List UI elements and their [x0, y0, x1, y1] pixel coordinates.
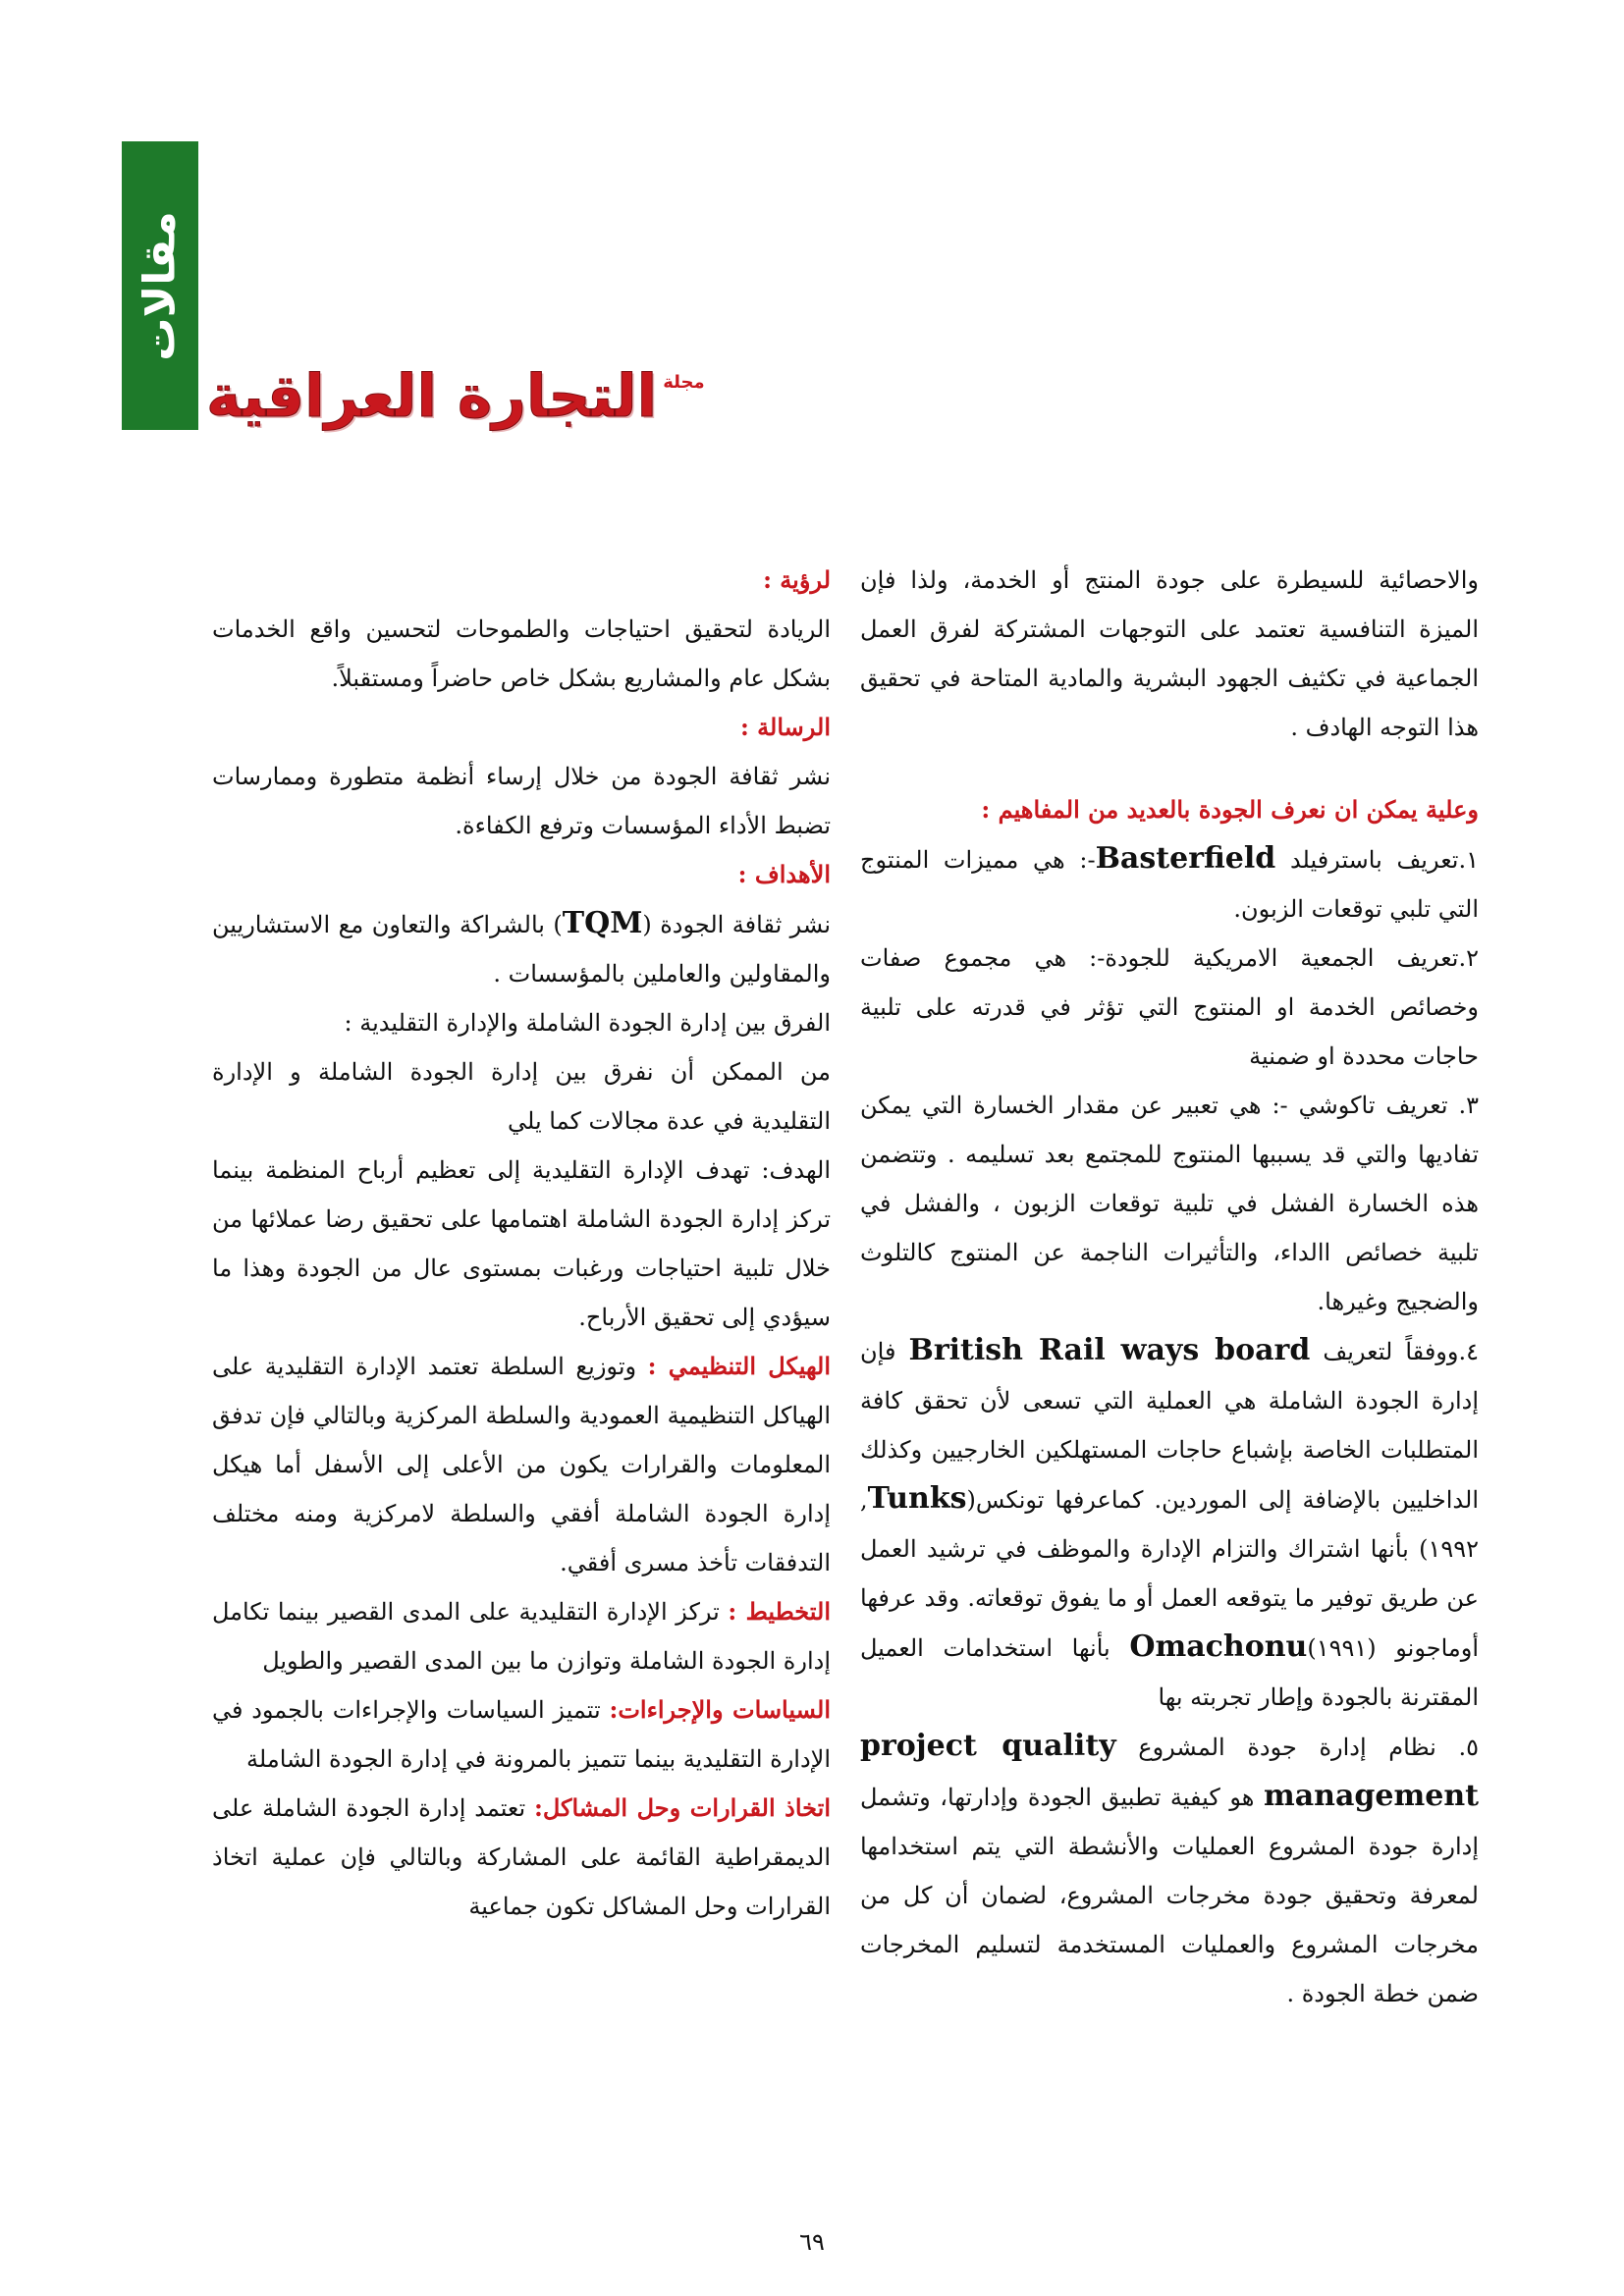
definition-3: ٣. تعريف تاكوشي -: هي تعبير عن مقدار الخسارة التي يمكن تفاديها والتي قد يسببها المنتوج للمجتمع بعد تسليمه . وتتضمن هذه الخسارة الفشل في تلبية توقعات الزبون ، والفشل في تلبية خصائص االداء، والتأثيرات الناجمة عن المنتوج كالتلوث والضجيج وغيرها.: [860, 1092, 1479, 1315]
definition-4-pre: ٤.ووفقاً لتعريف: [1310, 1338, 1479, 1365]
concepts-heading: وعلية يمكن ان نعرف الجودة بالعديد من المفاهيم :: [981, 795, 1479, 824]
decisions-text: تعتمد إدارة الجودة الشاملة على الديمقراطية القائمة على المشاركة وبالتالي فإن عملية اتخاذ القرارات وحل المشاكل تكون جماعية: [212, 1794, 831, 1920]
definition-5: [860, 1722, 1479, 2018]
definition-4-post: فإن إدارة الجودة الشاملة هي العملية التي تسعى لأن تحقق كافة المتطلبات الخاصة بإشباع حاجات المستهلكين الخارجيين وكذلك الداخليين بالإضافة إلى الموردين.: [860, 1338, 1479, 1514]
left-column: [212, 556, 831, 1931]
tunks-latin: Tunks: [867, 1481, 967, 1516]
planning-paragraph: [212, 1587, 831, 1685]
goal-text: تهدف الإدارة التقليدية إلى تعظيم أرباح المنظمة بينما تركز إدارة الجودة الشاملة اهتمامها على تحقيق رضا عملائها من خلال تلبية احتياجات ورغبات بمستوى عال من الجودة وهذا ما سيؤدي إلى تحقيق الأرباح.: [212, 1156, 831, 1331]
mission-text: نشر ثقافة الجودة من خلال إرساء أنظمة متطورة وممارسات تضبط الأداء المؤسسات وترفع الكفاءة.: [212, 763, 831, 839]
policies-term: السياسات والإجراءات:: [609, 1695, 832, 1724]
tunks-pre: كماعرفها تونكس(: [966, 1486, 1144, 1514]
goals-latin: TQM: [562, 906, 643, 940]
definition-5-latin: project quality management: [860, 1729, 1479, 1813]
goals-pre: نشر ثقافة الجودة (: [642, 911, 831, 938]
definition-4-latin: British Rail ways board: [908, 1333, 1311, 1367]
structure-paragraph: [212, 1342, 831, 1587]
omachonu-post: بأنها استخدامات العميل المقترنة بالجودة وإطار تجربته بها: [860, 1634, 1479, 1711]
policies-paragraph: [212, 1685, 831, 1784]
vision-text: الريادة لتحقيق احتياجات والطموحات لتحسين واقع الخدمات بشكل عام والمشاريع بشكل خاص حاضراً ومستقبلاً.: [212, 615, 831, 692]
definition-5-post: هو كيفية تطبيق الجودة وإدارتها، وتشمل إدارة جودة المشروع العمليات والأنشطة التي يتم استخدامها لمعرفة وتحقيق جودة مخرجات المشروع، لضمان أن كل من مخرجات المشروع والعمليات المستخدمة لتسليم المخرجات ضمن خطة الجودة .: [860, 1784, 1479, 2007]
definition-4: [860, 1326, 1479, 1722]
goal-term: الهدف:: [761, 1156, 831, 1184]
difference-title: الفرق بين إدارة الجودة الشاملة والإدارة التقليدية :: [344, 1009, 831, 1037]
section-label-text: مقالات: [135, 210, 186, 361]
decisions-term: اتخاذ القرارات وحل المشاكل:: [534, 1793, 832, 1822]
mission-heading: الرسالة :: [739, 713, 831, 741]
omachonu-latin: Omachonu: [1129, 1629, 1308, 1664]
planning-text: تركز الإدارة التقليدية على المدى القصير بينما تكامل إدارة الجودة الشاملة وتوازن ما بين المدى القصير والطويل: [212, 1598, 831, 1675]
right-column: [860, 556, 1479, 2018]
page-number: ٦٩: [799, 2228, 825, 2256]
goal-paragraph: [212, 1146, 831, 1342]
structure-text: وتوزيع السلطة تعتمد الإدارة التقليدية على الهياكل التنظيمية العمودية والسلطة المركزية وبالتالي فإن تدفق المعلومات والقرارات يكون من الأعلى إلى الأسفل أما هيكل إدارة الجودة الشاملة أفقي والسلطة لامركزية ومنه مختلف التدفقات تأخذ مسرى أفقي.: [212, 1353, 831, 1576]
intro-paragraph: والاحصائية للسيطرة على جودة المنتج أو الخدمة، ولذا فإن الميزة التنافسية تعتمد على التوجهات المشتركة لفرق العمل الجماعية في تكثيف الجهود البشرية والمادية المتاحة في تحقيق هذا التوجه الهادف .: [860, 566, 1479, 741]
goals-text: [212, 899, 831, 998]
magazine-logo: [206, 338, 705, 431]
spacer: [860, 752, 1479, 785]
logo-main-text: التجارة العراقية: [206, 362, 658, 431]
logo-small-text: مجلة: [663, 372, 705, 393]
vision-heading: لرؤية :: [763, 565, 831, 594]
definition-1: [860, 834, 1479, 934]
decisions-paragraph: [212, 1784, 831, 1931]
section-label: [122, 141, 198, 430]
definition-1-post: -: هي مميزات المنتوج التي تلبي توقعات الزبون.: [860, 846, 1479, 923]
goals-post: ) بالشراكة والتعاون مع الاستشاريين والمقاولين والعاملين بالمؤسسات .: [212, 911, 831, 988]
tunks-post: , ١٩٩٢) بأنها اشتراك والتزام الإدارة والموظف في ترشيد العمل عن طريق توفير ما يتوقعه العمل أو ما يفوق توقعاته. وقد عرفها أوماجونو (١٩٩١): [860, 1486, 1480, 1662]
goals-heading: الأهداف :: [737, 860, 831, 888]
policies-text: تتميز السياسات والإجراءات بالجمود في الإدارة التقليدية بينما تتميز بالمرونة في إدارة الجودة الشاملة: [212, 1696, 831, 1773]
planning-term: التخطيط :: [728, 1597, 832, 1626]
definition-5-pre: ٥. نظام إدارة جودة المشروع: [1115, 1734, 1479, 1761]
definition-1-latin: Basterfield: [1095, 841, 1276, 876]
structure-term: الهيكل التنظيمي :: [647, 1352, 831, 1380]
definition-1-pre: ١.تعريف باسترفيلد: [1275, 846, 1479, 874]
definition-2: ٢.تعريف الجمعية الامريكية للجودة-: هي مجموع صفات وخصائص الخدمة او المنتوج التي تؤثر في قدرته على تلبية حاجات محددة او ضمنية: [860, 944, 1479, 1070]
difference-intro: من الممكن أن نفرق بين إدارة الجودة الشاملة و الإدارة التقليدية في عدة مجالات كما يلي: [212, 1058, 831, 1135]
